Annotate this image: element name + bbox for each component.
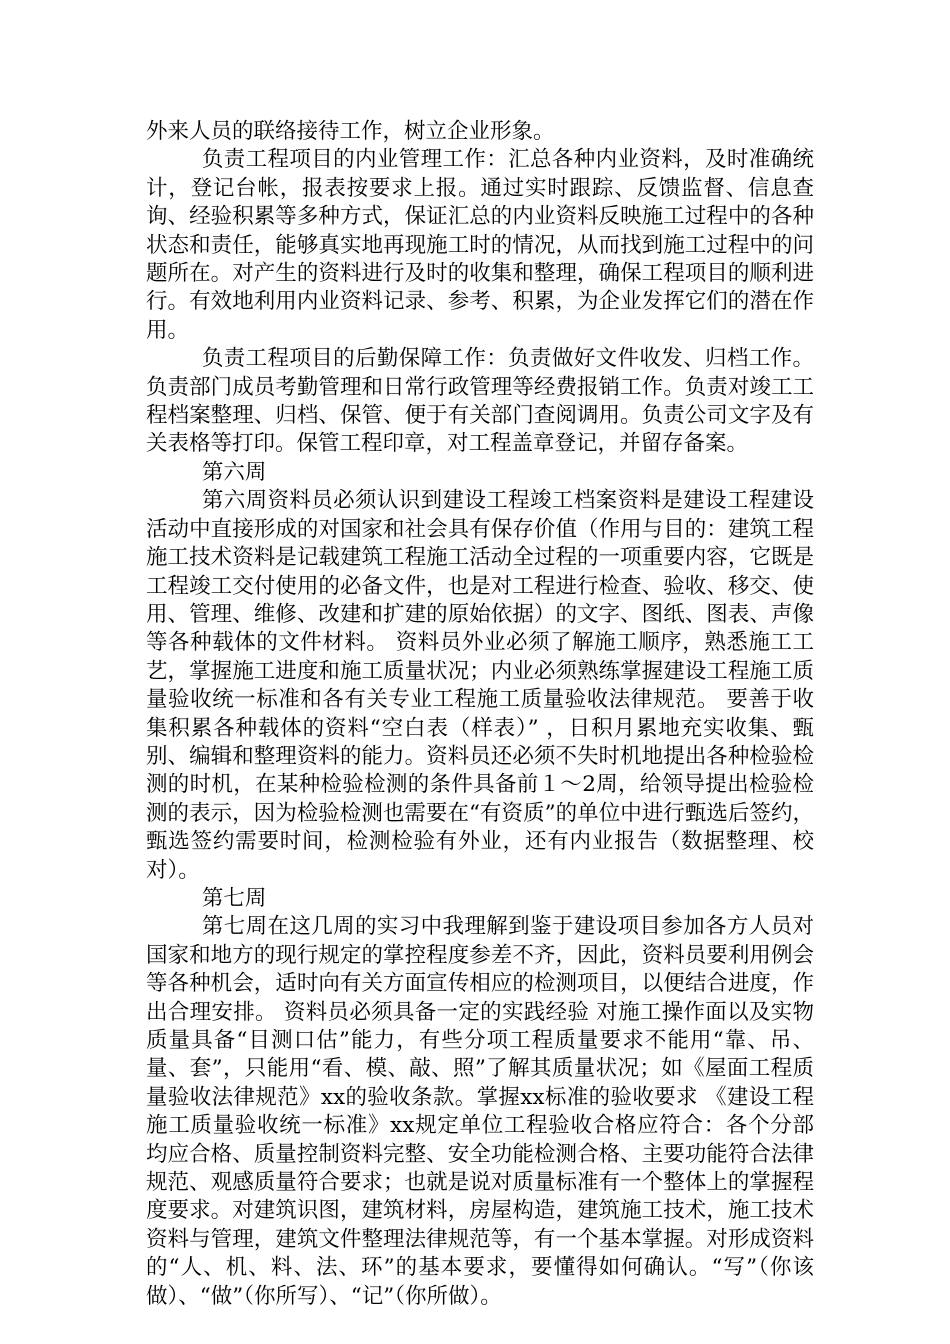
paragraph-reception-continued: 外来人员的联络接待工作，树立企业形象。 [146, 119, 555, 144]
document-page [146, 118, 814, 1311]
paragraph-internal-management: 负责工程项目的内业管理工作：汇总各种内业资料，及时准确统计，登记台帐，报表按要求上报。通过实时跟踪、反馈监督、信息查询、经验积累等多种方式，保证汇总的内业资料反映施工过程中的各种状态和责任，能够真实地再现施工时的情况，从而找到施工过程中的问题所在。对产生的资料进行及时的收集和整理，确保工程项目的顺利进行。有效地利用内业资料记录、参考、积累，为企业发挥它们的潜在作用。 [146, 147, 814, 343]
paragraph-week-six: 第六周资料员必须认识到建设工程竣工档案资料是建设工程建设活动中直接形成的对国家和社会具有保存价值（作用与目的：建筑工程施工技术资料是记载建筑工程施工活动全过程的一项重要内容，它既是工程竣工交付使用的必备文件，也是对工程进行检查、验收、移交、使用、管理、维修、改建和扩建的原始依据）的文字、图纸、图表、声像等各种载体的文件材料。 资料员外业必须了解施工顺序，熟悉施工工艺，掌握施工进度和施工质量状况；内业必须熟练掌握建设工程施工质量验收统一标准和各有关专业工程施工质量验收法律规范。 要善于收集积累各种载体的资料“空白表（样表）” ，日积月累地充实收集、甄别、编辑和整理资料的能力。资料员还必须不失时机地提出各种检验检测的时机，在某种检验检测的条件具备前１～2周，给领导提出检验检测的表示，因为检验检测也需要在“有资质”的单位中进行甄选后签约，甄选签约需要时间，检测检验有外业，还有内业报告（数据整理、校对）。 [146, 488, 814, 883]
paragraph-week-seven: 第七周在这几周的实习中我理解到鉴于建设项目参加各方人员对国家和地方的现行规定的掌控程度参差不齐，因此，资料员要利用例会等各种机会，适时向有关方面宣传相应的检测项目，以便结合进度，作出合理安排。 资料员必须具备一定的实践经验 对施工操作面以及实物质量具备“目测口估”能力，有些分项工程质量要求不能用“靠、吊、量、套”，只能用“看、模、敲、照”了解其质量状况；如《屋面工程质量验收法律规范》xx的验收条款。掌握xx标准的验收要求 《建设工程施工质量验收统一标准》xx规定单位工程验收合格应符合：各个分部均应合格、质量控制资料完整、安全功能检测合格、主要功能符合法律规范、观感质量符合要求；也就是说对质量标准有一个整体上的掌握程度要求。对建筑识图，建筑材料，房屋构造，建筑施工技术，施工技术资料与管理，建筑文件整理法律规范等，有一个基本掌握。对形成资料的“人、机、料、法、环”的基本要求，要懂得如何确认。“写”（你该做）、“做”（你所写）、“记”（你所做）。 [146, 914, 814, 1309]
heading-week-six: 第六周 [201, 459, 267, 485]
heading-week-seven: 第七周 [201, 885, 267, 911]
paragraph-logistics-support: 负责工程项目的后勤保障工作：负责做好文件收发、归档工作。负责部门成员考勤管理和日常行政管理等经费报销工作。负责对竣工工程档案整理、归档、保管、便于有关部门查阅调用。负责公司文字及有关表格等打印。保管工程印章，对工程盖章登记，并留存备案。 [146, 346, 814, 457]
